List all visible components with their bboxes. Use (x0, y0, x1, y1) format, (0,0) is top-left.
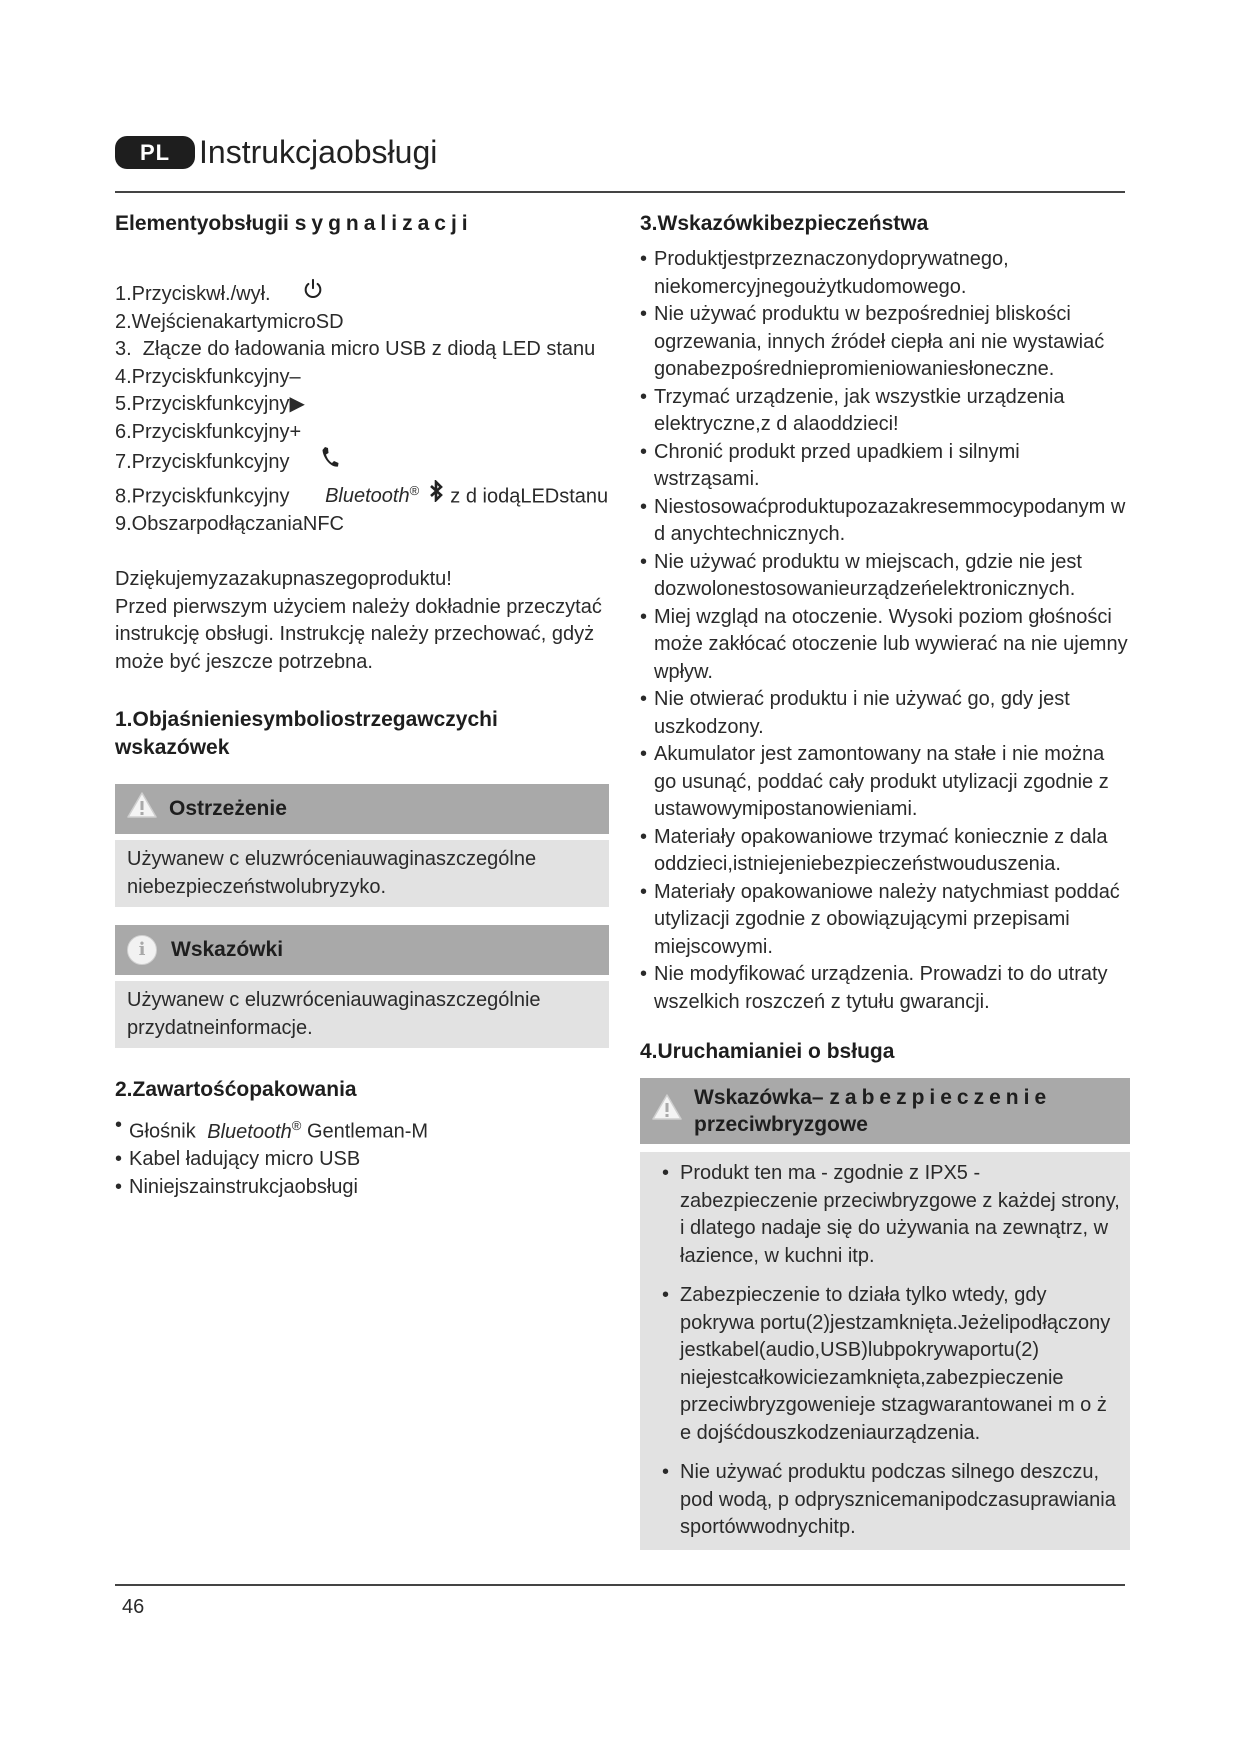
section-2-heading: 2.Zawartośćopakowania (115, 1078, 357, 1102)
list-item: • Materiały opakowaniowe należy natychmiast poddać utylizacji zgodnie z obowiązującymi przepisami miejscowymi. (640, 879, 1130, 962)
list-item: 3. Złącze do ładowania micro USB z diodą LED stanu (115, 338, 596, 360)
list-item: • Kabel ładujący micro USB (115, 1146, 609, 1174)
right-column (640, 210, 1130, 1550)
list-item: 2.WejścienakartymicroSD (115, 310, 344, 333)
list-item: • Miej wzgląd na otoczenie. Wysoki poziom głośności może zakłócać otoczenie lub wywierać na nie ujemny wpływ. (640, 604, 1130, 687)
intro-thanks: Dziękujemyzazakupnaszegoproduktu! (115, 568, 452, 591)
list-item: 8.Przyciskfunkcyjny Bluetooth® z d iodąLEDstanu (115, 477, 609, 511)
list-item: 4.Przyciskfunkcyjny– (115, 365, 301, 388)
phone-icon (321, 446, 339, 475)
warning-header: Ostrzeżenie (115, 784, 609, 834)
list-item: • Zabezpieczenie to działa tylko wtedy, gdy pokrywa portu(2)jestzamknięta.Jeżelipodłączony jestkabel(audio,USB)lubpokrywaportu(2) niejestcałkowiciezamknięta,zabezpieczenie przeciwbryzgowenieje stzagwarantowanei m o ż e dojśćdouszkodzeniaurządzenia. (652, 1282, 1120, 1447)
controls-heading: Elementyobsługii sygnalizacji (115, 212, 473, 235)
list-item: 5.Przyciskfunkcyjny▶ (115, 393, 305, 415)
section-3-heading: 3.Wskazówkibezpieczeństwa (640, 212, 929, 235)
list-item: • Chronić produkt przed upadkiem i silnymi wstrząsami. (640, 439, 1130, 494)
controls-list (115, 278, 609, 538)
list-item: • Nie otwierać produktu i nie używać go, gdy jest uszkodzony. (640, 686, 1130, 741)
list-item: 7.Przyciskfunkcyjny (115, 446, 609, 477)
list-item: 9.ObszarpodłączaniaNFC (115, 512, 344, 535)
list-item: • Produktjestprzeznaczonydoprywatnego, niekomercyjnegoużytkudomowego. (640, 246, 1130, 301)
list-item: • Nie używać produktu w bezpośredniej bliskości ogrzewania, innych źródeł ciepła ani nie wystawiać gonabezpośredniepromieniowaniesłoneczne. (640, 301, 1130, 384)
warning-icon (127, 791, 169, 827)
safety-list (640, 246, 1130, 1016)
list-item: • Nie modyfikować urządzenia. Prowadzi to do utraty wszelkich roszczeń z tytułu gwarancji. (640, 961, 1130, 1016)
warning-notice (115, 784, 609, 907)
bluetooth-label: Bluetooth (325, 485, 410, 508)
left-column (115, 210, 609, 1201)
play-icon: ▶ (289, 393, 305, 415)
list-item: • Głośnik Bluetooth® Gentleman-M (115, 1112, 609, 1146)
hint-notice (115, 925, 609, 1048)
splash-header: Wskazówka– zabezpieczenie przeciwbryzgowe (640, 1078, 1130, 1144)
bluetooth-icon (429, 480, 443, 511)
package-list (115, 1112, 609, 1201)
language-badge: PL (115, 136, 195, 169)
list-item: • Niniejszainstrukcjaobsługi (115, 1174, 609, 1202)
warning-icon (652, 1093, 694, 1129)
page-number: 46 (122, 1596, 145, 1618)
splash-notice (640, 1078, 1130, 1550)
section-1-heading: 1.Objaśnieniesymboliostrzegawczychi wskazówek (115, 708, 498, 760)
page-header (115, 134, 437, 171)
list-item: • Nie używać produktu podczas silnego deszczu, pod wodą, p odprysznicemanipodczasuprawiania sportówwodnychitp. (652, 1459, 1120, 1542)
list-item: • Nie używać produktu w miejscach, gdzie nie jest dozwolonestosowanieurządzeńelektronicznych. (640, 549, 1130, 604)
info-icon: i (127, 935, 157, 965)
warning-body: Używanew c eluzwróceniauwaginaszczególne niebezpieczeństwolubryzyko. (115, 840, 609, 907)
list-item: 1.Przyciskwł./wył. (115, 278, 609, 309)
list-item: • Niestosowaćproduktupozazakresemmocypodanym w d anychtechnicznych. (640, 494, 1130, 549)
footer-divider (115, 1584, 1125, 1586)
list-item: • Materiały opakowaniowe trzymać koniecznie z dala oddzieci,istniejeniebezpieczeństwouduszenia. (640, 824, 1130, 879)
hint-body: Używanew c eluzwróceniauwaginaszczególnie przydatneinformacje. (115, 981, 609, 1048)
splash-list (652, 1160, 1120, 1542)
header-divider (115, 191, 1125, 193)
section-4-heading: 4.Uruchamianiei o bsługa (640, 1040, 895, 1063)
list-item: • Produkt ten ma - zgodnie z IPX5 - zabezpieczenie przeciwbryzgowe z każdej strony, i dlatego nadaje się do używania na zewnątrz, w łazience, w kuchni itp. (652, 1160, 1120, 1270)
list-item: • Trzymać urządzenie, jak wszystkie urządzenia elektryczne,z d alaoddzieci! (640, 384, 1130, 439)
intro-text: Przed pierwszym użyciem należy dokładnie przeczytać instrukcję obsługi. Instrukcję należy przechować, gdyż może być jeszcze potrzebna. (115, 595, 602, 673)
list-item: • Akumulator jest zamontowany na stałe i nie można go usunąć, poddać cały produkt utylizacji zgodnie z ustawowymipostanowieniami. (640, 741, 1130, 824)
splash-body (640, 1152, 1130, 1550)
power-icon (302, 278, 324, 307)
list-item: 6.Przyciskfunkcyjny+ (115, 420, 302, 443)
hint-header: i Wskazówki (115, 925, 609, 975)
page-title: Instrukcjaobsługi (199, 134, 438, 170)
